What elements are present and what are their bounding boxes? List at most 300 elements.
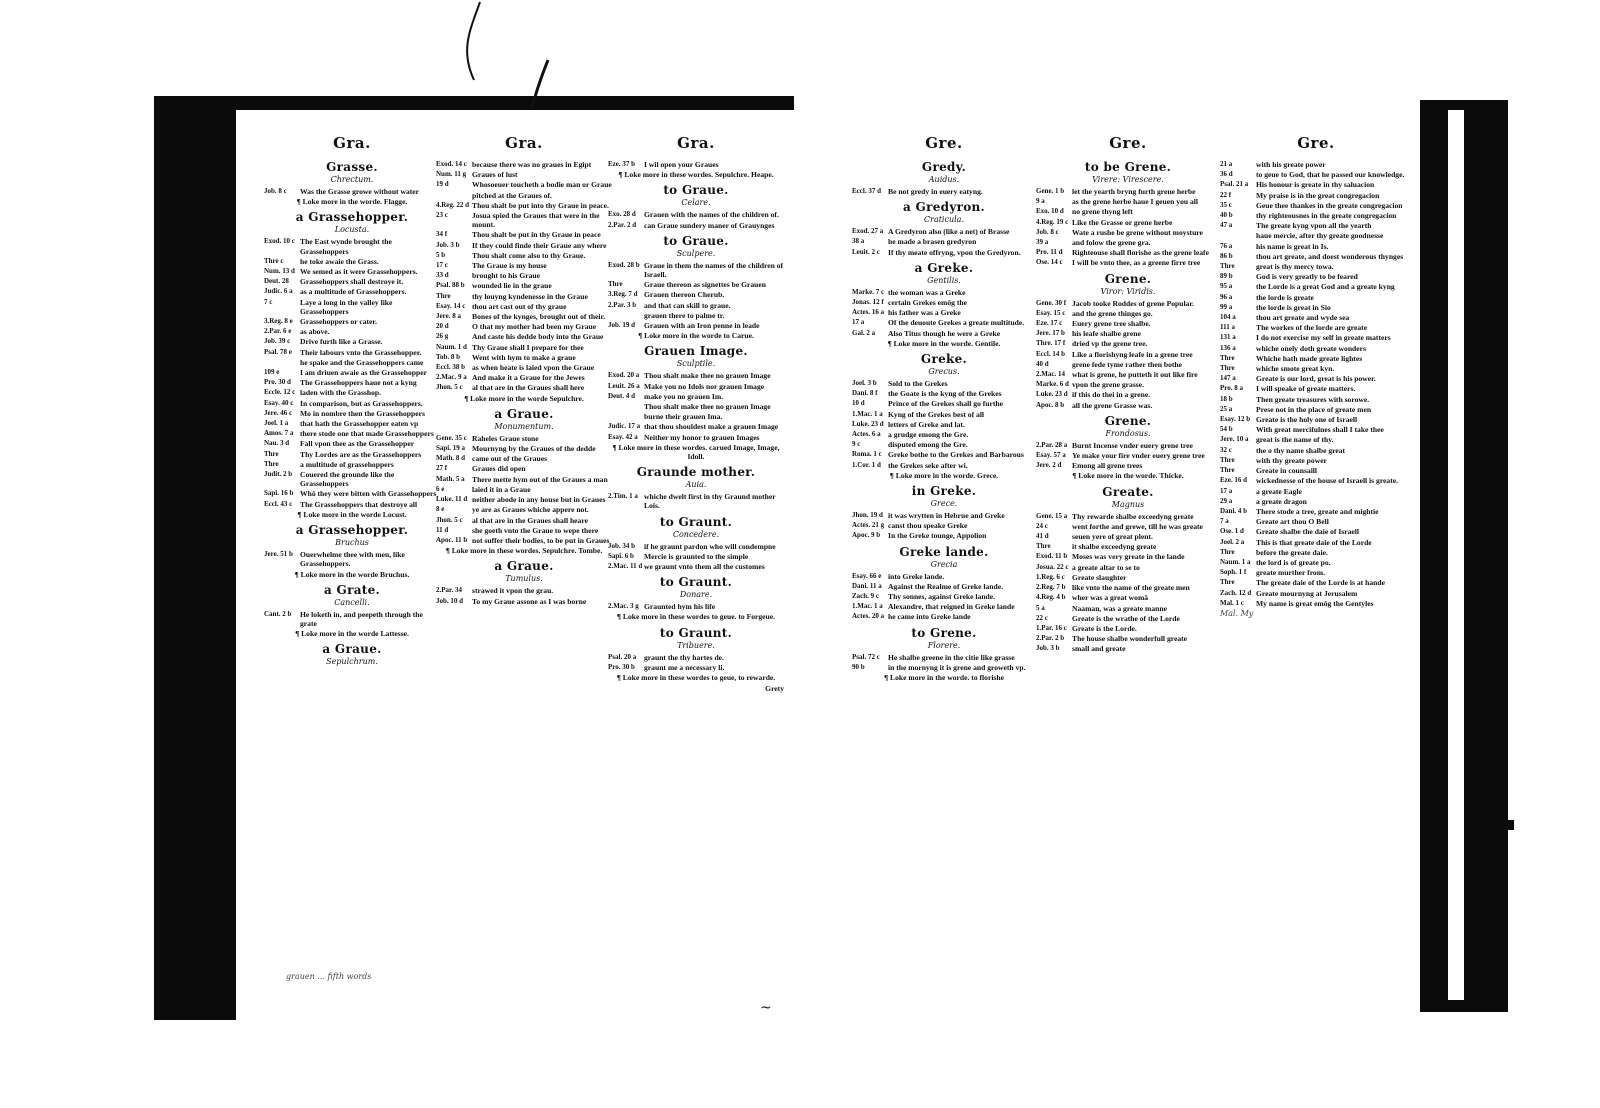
concordance-entry (852, 582, 1036, 591)
scripture-reference: Jere. 8 a (436, 312, 461, 321)
entry-text: with his greate power (1256, 160, 1326, 169)
scripture-reference: Exod. 27 a (852, 227, 884, 236)
scripture-reference: Psal. 72 c (852, 652, 880, 661)
scripture-reference: 22 f (1220, 190, 1232, 199)
concordance-entry (1220, 191, 1412, 200)
scripture-reference: Luke. 11 d (436, 495, 468, 504)
scripture-reference: Actes. 6 a (852, 430, 881, 439)
entry-text: in the mornyng it is grene and groweth vp. (888, 662, 1026, 672)
concordance-entry (1220, 170, 1412, 179)
concordance-entry (436, 191, 612, 200)
entry-text: a grudge emong the Gre. (888, 430, 969, 440)
scripture-reference: 76 a (1220, 241, 1233, 250)
entry-text: if he graunt pardon who will condempne (644, 541, 776, 551)
concordance-entry (1220, 548, 1412, 557)
concordance-entry (436, 312, 612, 321)
concordance-entry (264, 550, 440, 568)
scripture-reference (264, 358, 300, 367)
latin-gloss: Chrectum. (330, 175, 374, 184)
cross-reference: ¶ Loke more in the worde to Carue. (638, 331, 754, 341)
entry-text: can Graue sundery maner of Grauynges (644, 220, 775, 230)
concordance-entry (264, 187, 440, 196)
entry-text: There stode a tree, greate and mightie (1256, 506, 1379, 516)
entry-text: what is grene, he putteth it out like fire (1072, 370, 1198, 380)
entry-text: the Lorde is a great God and a greate kyng (1256, 282, 1395, 292)
entry-text: the woman was a Greke (888, 287, 966, 297)
scripture-reference: Judic. 17 a (608, 422, 641, 431)
concordance-entry (1036, 258, 1220, 267)
entry-text: Their labours vnto the Grassehopper. (300, 347, 422, 357)
scripture-reference: Deut. 28 (264, 277, 289, 286)
concordance-entry (264, 298, 440, 316)
concordance-entry (1036, 390, 1220, 399)
cross-reference: ¶ Loke more in these wordes. Sepulchre. Heape. (618, 170, 774, 180)
entry-text: it shalbe exceedyng greate (1072, 542, 1157, 552)
entry-text: Grauen with an Iron penne in leade (644, 321, 760, 331)
entry-text: let the yearth bryng furth grene herbe (1072, 187, 1196, 196)
scripture-reference: 35 c (1220, 200, 1232, 209)
concordance-entry (852, 663, 1036, 672)
entry-text: whiche onely doth greate wonders (1256, 343, 1366, 353)
latin-gloss: Magnus (1111, 499, 1145, 509)
concordance-entry (852, 420, 1036, 429)
concordance-entry (264, 429, 440, 438)
concordance-entry (608, 402, 784, 411)
scripture-reference: 18 b (1220, 394, 1233, 403)
scripture-reference: 9 c (852, 440, 861, 449)
concordance-entry (1220, 497, 1412, 506)
scripture-reference: Job. 3 b (1036, 644, 1060, 653)
concordance-entry (608, 160, 784, 169)
entry-text: al that are in the Graues shall heare (472, 515, 588, 525)
concordance-entry (852, 237, 1036, 246)
entry-text: before the greate daie. (1256, 547, 1328, 557)
scripture-reference: 10 d (852, 399, 865, 408)
concordance-entry (436, 434, 612, 443)
entry-text: O that my mother had been my Graue (472, 322, 597, 332)
entry-text: small and greate (1072, 644, 1126, 654)
concordance-entry (436, 332, 612, 341)
concordance-entry (852, 511, 1036, 520)
entry-text: Grauen thereon Cherub. (644, 290, 725, 300)
entry-text: a greate altar to se to (1072, 562, 1140, 572)
concordance-entry (1220, 517, 1412, 526)
entry-text: neither abode in any house but in Graues (472, 495, 606, 505)
scripture-reference: 3.Reg. 7 d (608, 290, 638, 299)
scripture-reference: Jhon. 5 c (436, 383, 463, 392)
scripture-reference: Soph. 1 f (1220, 568, 1247, 577)
scripture-reference: 39 a (1036, 238, 1049, 247)
headword: a Graue. (494, 406, 554, 421)
scripture-reference: 32 c (1220, 445, 1232, 454)
scripture-reference: Tob. 8 b (436, 352, 461, 361)
concordance-entry (1220, 527, 1412, 536)
scripture-reference: 109 e (264, 368, 280, 377)
concordance-entry (1036, 360, 1220, 369)
entry-text: Of the deuoute Grekes a greate multitude. (888, 318, 1025, 328)
cross-reference: ¶ Loke more in the worde Sepulchre. (464, 393, 584, 403)
headword: to Graue. (663, 183, 729, 198)
handwritten-note: Mal. My (1220, 608, 1254, 618)
entry-text: Prince of the Grekes shall go furthe (888, 399, 1004, 409)
concordance-entry (852, 450, 1036, 459)
scripture-reference: 86 b (1220, 251, 1233, 260)
scripture-reference: Gene. 35 c (436, 433, 467, 442)
scripture-reference: Actes. 21 g (852, 521, 885, 530)
scripture-reference: Gene. 15 a (1036, 511, 1068, 520)
scripture-reference: Thre (1220, 578, 1235, 587)
scripture-reference: 111 a (1220, 323, 1235, 332)
scripture-reference: Josua. 22 c (1036, 562, 1069, 571)
concordance-entry (1220, 568, 1412, 577)
latin-gloss: Florere. (927, 640, 961, 650)
scripture-reference: 4.Reg. 19 c (1036, 217, 1069, 226)
scripture-reference: Exo. 10 d (1036, 207, 1064, 216)
cross-reference: ¶ Loke more in these wordes. carued Image, Image, Idoll. (612, 442, 780, 462)
concordance-entry (436, 597, 612, 606)
scripture-reference: 5 b (436, 250, 446, 259)
concordance-entry (436, 160, 612, 169)
concordance-entry (1036, 329, 1220, 338)
scripture-reference: Zach. 9 c (852, 592, 880, 601)
scripture-reference: Thre (1220, 455, 1235, 464)
entry-text: Graues of lust (472, 170, 518, 180)
headword: Grasse. (326, 160, 378, 174)
concordance-entry (436, 454, 612, 463)
scripture-reference: 54 b (1220, 425, 1233, 434)
entry-text: the Grekes seke after wi. (888, 460, 968, 470)
running-head: Gra. (677, 134, 715, 152)
concordance-entry (436, 586, 612, 595)
entry-text: he made a brasen gredyron (888, 237, 977, 247)
entry-text: with thy greate power (1256, 455, 1327, 465)
concordance-entry (264, 327, 440, 336)
headword: to Graunt. (659, 514, 733, 529)
scripture-reference: Leuit. 2 c (852, 247, 880, 256)
concordance-entry (436, 444, 612, 453)
scripture-reference: 24 c (1036, 521, 1048, 530)
headword: Graunde mother. (636, 465, 756, 480)
entry-text: Jacob tooke Roddes of grene Popular. (1072, 298, 1194, 308)
scripture-reference: Jere. 10 a (1220, 435, 1249, 444)
entry-text: make you no grauen Im. (644, 391, 724, 401)
scripture-reference: 95 a (1220, 282, 1233, 291)
concordance-entry (1220, 456, 1412, 465)
concordance-entry (1220, 201, 1412, 210)
entry-text: the Goate is the kyng of the Grekes (888, 389, 1002, 399)
concordance-entry (1036, 563, 1220, 572)
latin-gloss: Tribuere. (677, 640, 715, 650)
left-column-3 (608, 134, 784, 980)
scripture-reference: Apoc. 8 b (1036, 400, 1065, 409)
concordance-entry (436, 292, 612, 301)
concordance-entry (852, 521, 1036, 530)
concordance-entry (608, 210, 784, 219)
cross-reference: ¶ Loke more in these wordes to geue, to rewarde. (616, 673, 776, 683)
concordance-entry (264, 257, 440, 266)
entry-text: as the grene herbe haue I geuen you all (1072, 197, 1199, 207)
scripture-reference: Luke. 23 d (852, 419, 884, 428)
concordance-entry (436, 281, 612, 290)
concordance-entry (1036, 228, 1220, 237)
cross-reference: ¶ Loke more in the worde. to florishe (884, 673, 1004, 683)
concordance-entry (264, 237, 440, 255)
entry-text: and that can skill to graue. (644, 300, 731, 310)
scripture-reference: Gene. 1 b (1036, 187, 1065, 195)
scripture-reference: Gal. 2 a (852, 328, 876, 337)
entry-text: Greate mournyng at Jerusalem (1256, 588, 1358, 598)
scripture-reference: Sapi. 16 b (264, 489, 294, 498)
scripture-reference: Actes. 20 a (852, 612, 885, 621)
scripture-reference: Thre (608, 280, 623, 289)
scripture-reference: Thre (264, 449, 279, 458)
concordance-entry (264, 610, 440, 628)
scripture-reference: Esay. 57 a (1036, 451, 1066, 460)
headword: to Graunt. (659, 625, 733, 640)
page-curl-mark: ~ (760, 1000, 772, 1016)
entry-text: and folow the grene gra. (1072, 238, 1151, 248)
entry-text: If thy meate offryng, vpon the Gredyron. (888, 247, 1021, 257)
entry-text: The East wynde brought the Grassehoppers (300, 237, 392, 256)
concordance-entry (608, 422, 784, 431)
concordance-entry (264, 337, 440, 346)
scripture-reference: Eze. 37 b (608, 160, 636, 168)
entry-text: Mo in nombre then the Grassehoppers (300, 408, 425, 418)
scripture-reference: Joel. 2 a (1220, 537, 1245, 546)
scripture-reference: 2.Mac. 9 a (436, 373, 467, 382)
entry-text: graunt the thy hartes de. (644, 652, 724, 662)
entry-text: thy righteousnes in the greate congregacion (1256, 211, 1397, 221)
scripture-reference: Amos. 7 a (264, 429, 294, 438)
cross-reference: ¶ Loke more in the worde Locust. (297, 509, 407, 519)
concordance-entry (852, 572, 1036, 581)
entry-text: My name is great emôg the Gentyles (1256, 598, 1374, 608)
latin-gloss: Grecus. (928, 367, 960, 377)
headword: to be Grene. (1084, 160, 1172, 174)
scripture-reference: 5 a (1036, 603, 1045, 612)
entry-text: into Greke lande. (888, 571, 945, 581)
entry-text: thou art cast out of thy graue (472, 301, 567, 311)
concordance-entry (1036, 380, 1220, 389)
concordance-entry (1036, 532, 1220, 541)
headword: a Grate. (323, 582, 381, 597)
entry-text: whiche dwelt first in thy Graund mother Lois. (644, 492, 776, 511)
scripture-reference: Psal. 88 b (436, 281, 465, 290)
concordance-entry (1036, 644, 1220, 653)
scripture-reference: Job. 19 d (608, 321, 636, 330)
entry-text: Ye make your fire vnder euery grene tree (1072, 451, 1205, 461)
concordance-entry (1036, 350, 1220, 359)
entry-text: Against the Realme of Greke lande. (888, 581, 1004, 591)
headword: Grene. (1104, 413, 1152, 428)
entry-text: Kyng of the Grekes best of all (888, 409, 985, 419)
concordance-entry (852, 653, 1036, 662)
concordance-entry (436, 271, 612, 280)
scripture-reference: 1.Cor. 1 d (852, 460, 881, 469)
concordance-entry (608, 261, 784, 279)
scripture-reference: 1.Mac. 1 a (852, 602, 883, 611)
scripture-reference: 136 a (1220, 343, 1236, 352)
concordance-entry (1036, 187, 1220, 196)
scripture-reference (608, 402, 644, 411)
concordance-entry (1220, 395, 1412, 404)
concordance-entry (1220, 221, 1412, 230)
scripture-reference: 8 e (436, 505, 445, 514)
headword: in Greke. (911, 484, 977, 499)
scripture-reference: Job. 3 b (436, 240, 460, 249)
handwritten-annotation: grauen ... fifth words (286, 972, 372, 981)
scripture-reference: Jere. 17 b (1036, 329, 1065, 338)
latin-gloss: Virere: Virescere. (1092, 175, 1164, 184)
concordance-entry (852, 318, 1036, 327)
entry-text: Grassehoppers shall destroye it. (300, 277, 404, 287)
entry-text: if this do thei in a grene. (1072, 390, 1151, 400)
concordance-entry (1220, 313, 1412, 322)
scripture-reference: Exod. 28 b (608, 260, 640, 269)
headword: Greate. (1102, 484, 1154, 499)
concordance-entry (1036, 207, 1220, 216)
concordance-entry (1220, 476, 1412, 485)
entry-text: Graunted hym his life (644, 602, 716, 612)
concordance-entry (852, 389, 1036, 398)
concordance-entry (1036, 248, 1220, 257)
concordance-entry (264, 500, 440, 509)
scripture-reference: Psal. 78 e (264, 347, 292, 356)
entry-text: Grauen with the names of the children of. (644, 210, 779, 220)
concordance-entry (1220, 303, 1412, 312)
concordance-entry (1220, 578, 1412, 587)
entry-text: Greate is the holy one of Israell (1256, 415, 1358, 425)
headword: Greke lande. (899, 544, 989, 559)
scripture-reference: 6 e (436, 484, 445, 493)
entry-text: Greate is our lord, great is his power. (1256, 374, 1376, 384)
concordance-entry (1220, 446, 1412, 455)
scripture-reference: 96 a (1220, 292, 1233, 301)
concordance-entry (1220, 282, 1412, 291)
entry-text: Geue thee thankes in the greate congregacion (1256, 200, 1403, 210)
right-binding-gap (1448, 110, 1464, 1000)
scripture-reference: Jere. 2 d (1036, 461, 1062, 470)
concordance-entry (264, 489, 440, 498)
latin-gloss: Monumentum. (494, 421, 554, 431)
scripture-reference: 2.Tim. 1 a (608, 492, 638, 501)
concordance-entry (1036, 573, 1220, 582)
scripture-reference: 2.Par. 6 e (264, 327, 292, 336)
scripture-reference: Eze. 17 c (1036, 319, 1063, 328)
entry-text: Greate is the Lorde. (1072, 623, 1137, 633)
concordance-entry (1220, 364, 1412, 373)
concordance-entry (436, 353, 612, 362)
scripture-reference: 2.Par. 2 b (1036, 634, 1065, 643)
entry-text: To my Graue assone as I was borne (472, 596, 587, 606)
scripture-reference: Pro. 30 d (264, 378, 291, 387)
latin-gloss: Cancelli. (334, 597, 370, 607)
concordance-entry (436, 211, 612, 229)
scripture-reference: Jonas. 12 f (852, 298, 884, 307)
concordance-entry (1220, 589, 1412, 598)
latin-gloss: Viror: Viridis. (1100, 286, 1156, 296)
scripture-reference: 2.Mac. 14 (1036, 370, 1065, 379)
entry-text: Then greate treasures with sorowe. (1256, 394, 1370, 404)
concordance-entry (1036, 624, 1220, 633)
concordance-entry (1036, 197, 1220, 206)
scripture-reference: 7 c (264, 297, 273, 306)
entry-text: The greate kyng vpon all the yearth (1256, 221, 1372, 231)
concordance-entry (436, 526, 612, 535)
concordance-entry (608, 653, 784, 662)
entry-text: Prese not in the place of greate men (1256, 404, 1372, 414)
running-head: Gra. (505, 134, 543, 152)
concordance-entry (264, 277, 440, 286)
concordance-entry (264, 267, 440, 276)
entry-text: vpon the grene grasse. (1072, 380, 1144, 390)
concordance-entry (436, 170, 612, 179)
scripture-reference: Joel. 3 b (852, 379, 877, 388)
entry-text: If they could finde their Graue any where (472, 240, 607, 250)
scripture-reference: Thre c (264, 256, 284, 265)
concordance-entry (1036, 604, 1220, 613)
entry-text: graunt me a necessary li. (644, 662, 725, 672)
concordance-entry (1036, 542, 1220, 551)
scripture-reference: Eccl. 14 b (1036, 349, 1065, 358)
scripture-reference: Marke. 7 c (852, 287, 885, 296)
concordance-entry (1220, 344, 1412, 353)
concordance-entry (1036, 401, 1220, 410)
concordance-entry (1036, 218, 1220, 227)
scripture-reference: 19 d (436, 180, 449, 189)
scripture-reference: Deut. 4 d (608, 391, 636, 400)
concordance-entry (436, 516, 612, 525)
concordance-entry (1220, 425, 1412, 434)
scripture-reference: Thre (1220, 547, 1235, 556)
concordance-entry (852, 399, 1036, 408)
headword: to Graunt. (659, 575, 733, 590)
scripture-reference: 22 c (1036, 613, 1048, 622)
concordance-entry (1036, 461, 1220, 470)
scripture-reference: 2.Reg. 7 b (1036, 583, 1066, 592)
headword: a Greke. (914, 260, 974, 275)
entry-text: Thou shalt make thee no grauen Image (644, 402, 771, 412)
concordance-entry (852, 461, 1036, 470)
entry-text: al that are in the Graues shall here (472, 383, 585, 393)
scripture-reference: Leuit. 26 a (608, 381, 640, 390)
concordance-entry (608, 311, 784, 320)
right-column-2 (1036, 134, 1220, 980)
concordance-entry (852, 430, 1036, 439)
entry-text: his father was a Greke (888, 308, 961, 318)
scripture-reference: 131 a (1220, 333, 1236, 342)
entry-text: it was wrytten in Hebrue and Greke (888, 511, 1005, 521)
scripture-reference: 4.Reg. 4 b (1036, 593, 1066, 602)
scripture-reference: Exod. 14 c (436, 160, 467, 168)
concordance-entry (852, 187, 1036, 196)
concordance-entry (1220, 242, 1412, 251)
scripture-reference: 27 f (436, 464, 448, 473)
entry-text: she goeth vnto the Graue to wepe there (472, 525, 599, 535)
entry-text: Thy Lordes are as the Grassehoppers (300, 449, 422, 459)
scripture-reference: Marke. 6 d (1036, 380, 1069, 389)
scripture-reference: 26 g (436, 332, 449, 341)
scripture-reference: 41 d (1036, 532, 1049, 541)
entry-text: Thou shalt be put in thy Graue in peace (472, 230, 601, 240)
entry-text: My praise is in the great congregacion (1256, 190, 1380, 200)
running-head: Gra. (333, 134, 371, 152)
entry-text: because there was no graues in Egipt (472, 160, 592, 169)
concordance-entry (1036, 238, 1220, 247)
concordance-entry (1220, 435, 1412, 444)
running-head: Gre. (1109, 134, 1147, 152)
concordance-entry (436, 475, 612, 484)
